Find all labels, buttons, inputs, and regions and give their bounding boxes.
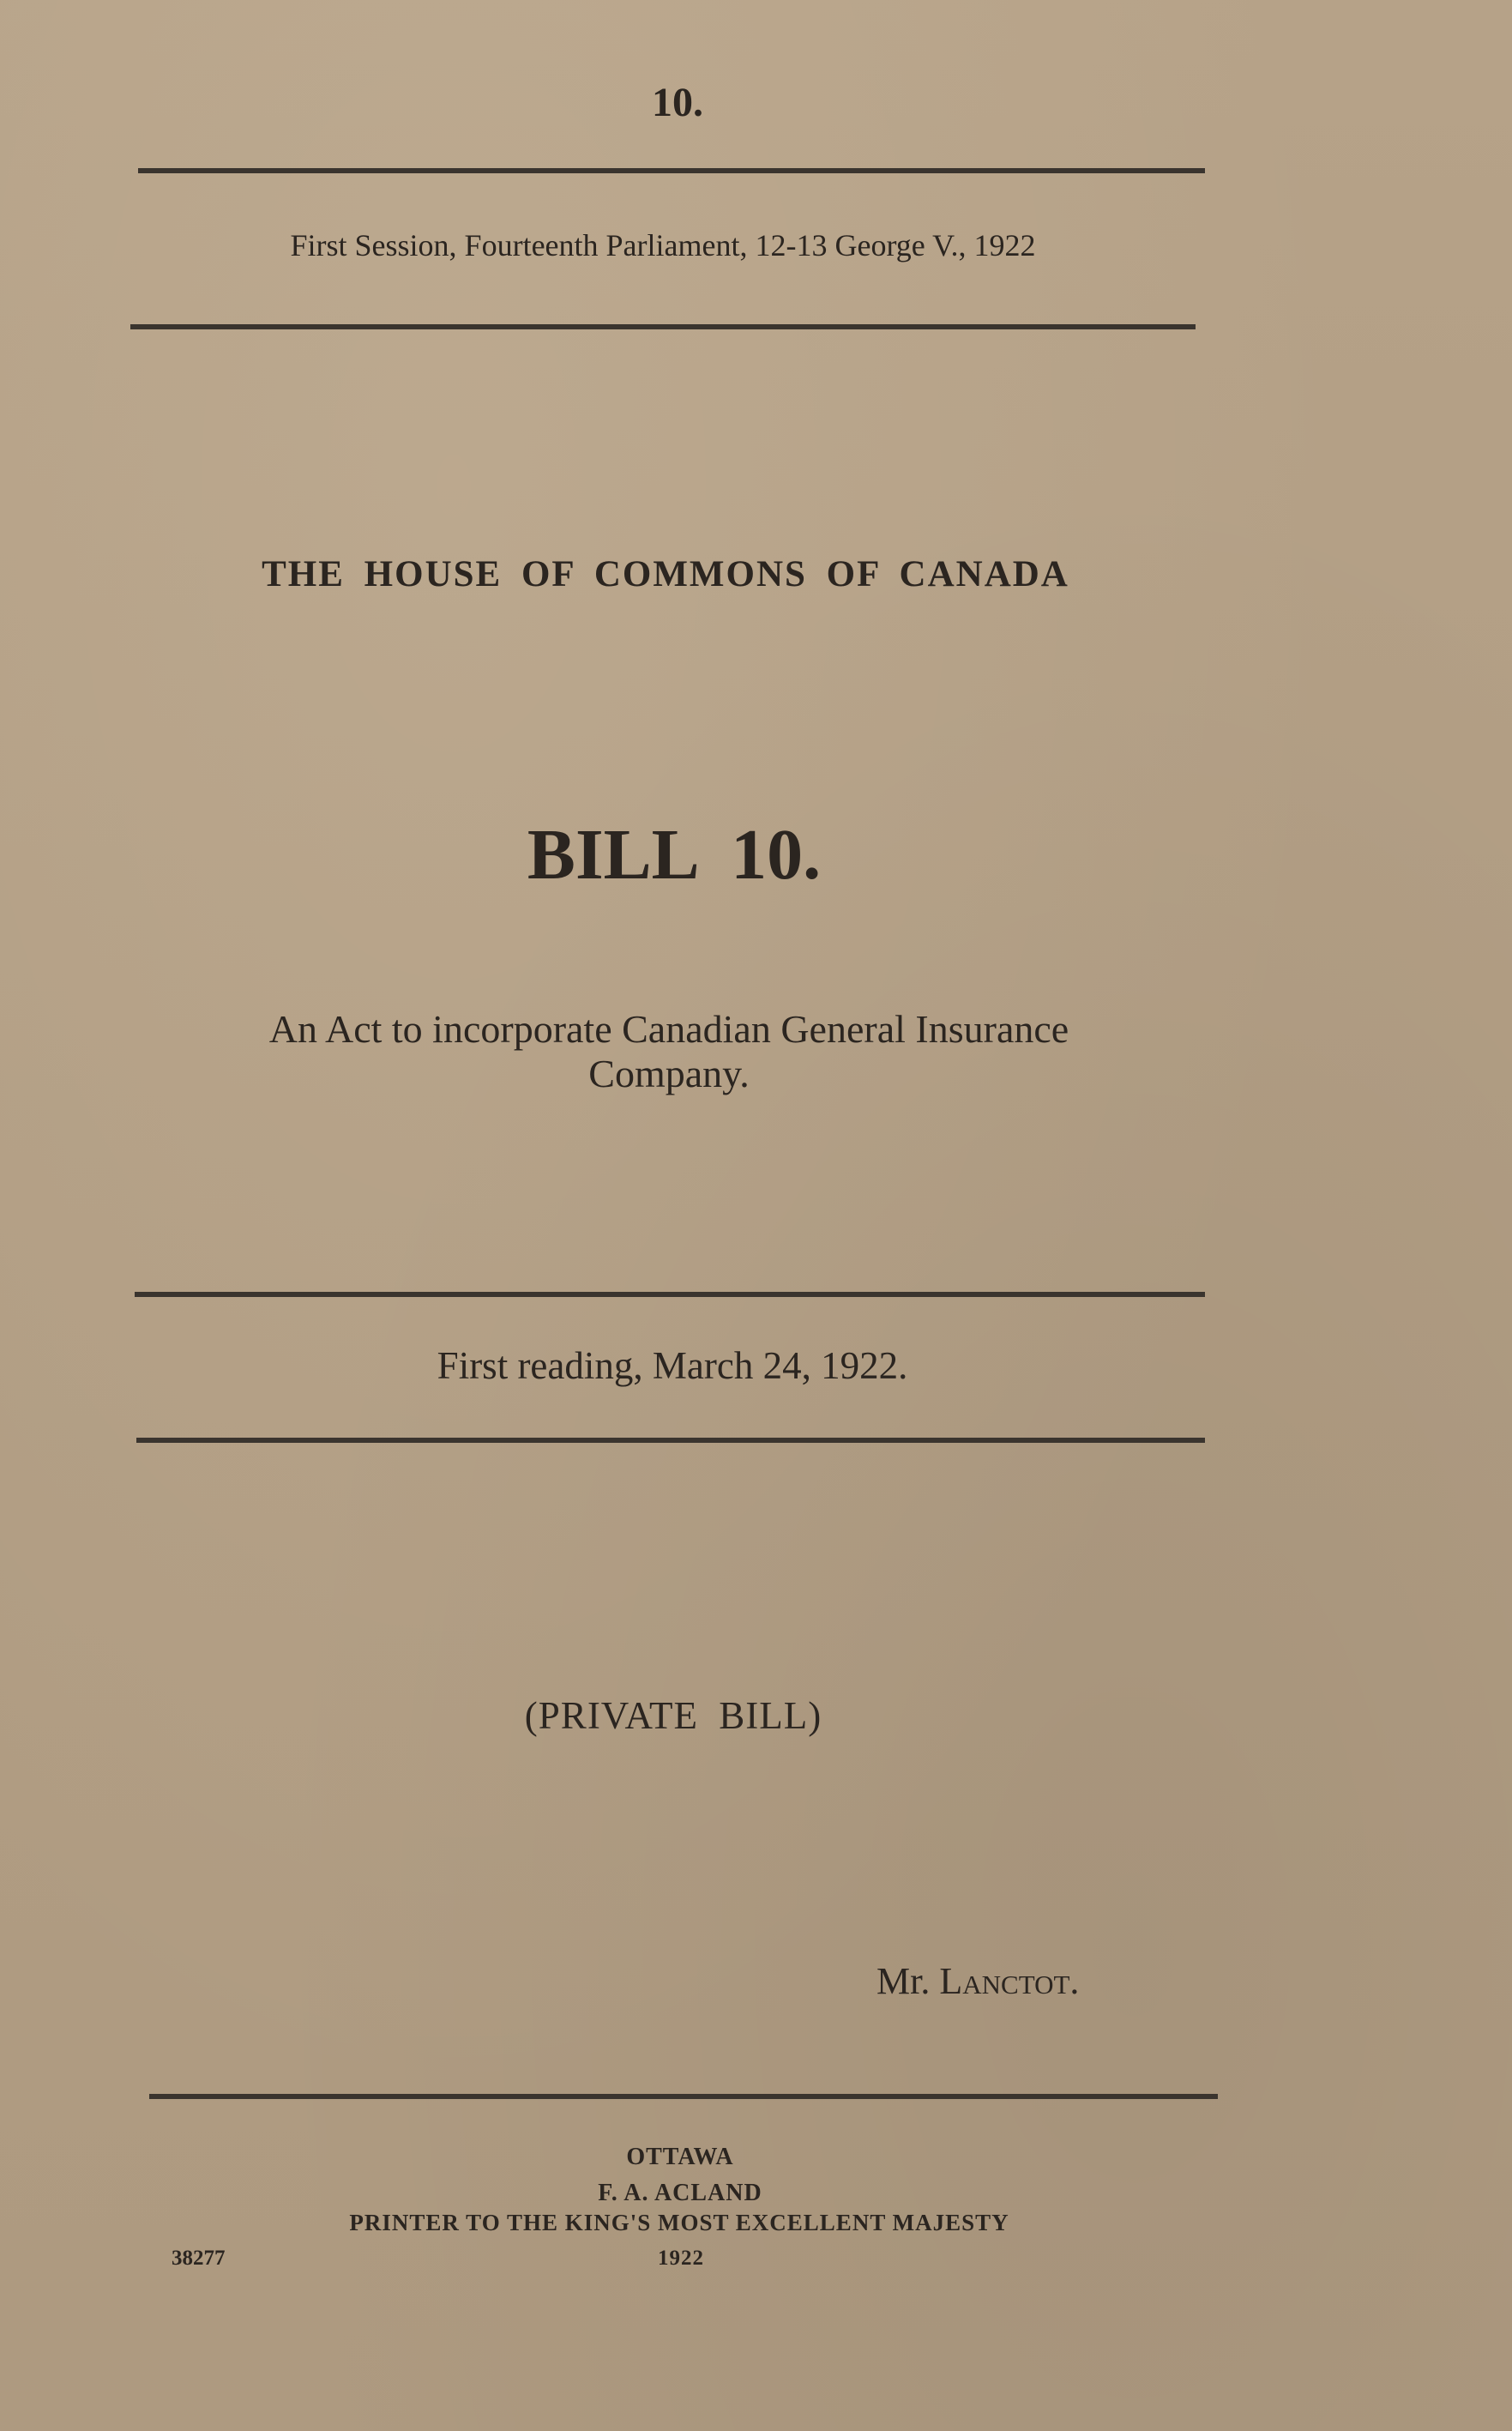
sponsor	[876, 1959, 1079, 2003]
reading-rule-bottom	[136, 1438, 1205, 1443]
session-line: First Session, Fourteenth Parliament, 12-13 George V., 1922	[290, 228, 1036, 262]
bill-type-label: (PRIVATE BILL)	[524, 1694, 822, 1737]
act-title-line-2: Company.	[588, 1052, 750, 1095]
first-reading-date: First reading, March 24, 1922.	[437, 1344, 908, 1387]
sponsor-name: Lanctot.	[939, 1960, 1080, 2002]
top-rule-2	[130, 324, 1196, 329]
act-title-line-1: An Act to incorporate Canadian General Insurance	[268, 1007, 1069, 1051]
act-title	[269, 1007, 1069, 1096]
imprint-printer: F. A. ACLAND	[598, 2180, 762, 2206]
reading-rule-top	[135, 1292, 1205, 1297]
house-heading: THE HOUSE OF COMMONS OF CANADA	[262, 554, 1069, 594]
imprint-printer-title: PRINTER TO THE KING'S MOST EXCELLENT MAJESTY	[349, 2210, 1009, 2235]
imprint-year: 1922	[658, 2247, 704, 2270]
bill-number-header: 10.	[652, 80, 703, 125]
document-number: 38277	[172, 2247, 226, 2270]
sponsor-prefix: Mr.	[876, 1960, 931, 2002]
imprint-city: OTTAWA	[626, 2144, 734, 2170]
bill-title: BILL 10.	[527, 815, 822, 895]
imprint-rule	[149, 2094, 1218, 2099]
top-rule-1	[138, 168, 1205, 173]
